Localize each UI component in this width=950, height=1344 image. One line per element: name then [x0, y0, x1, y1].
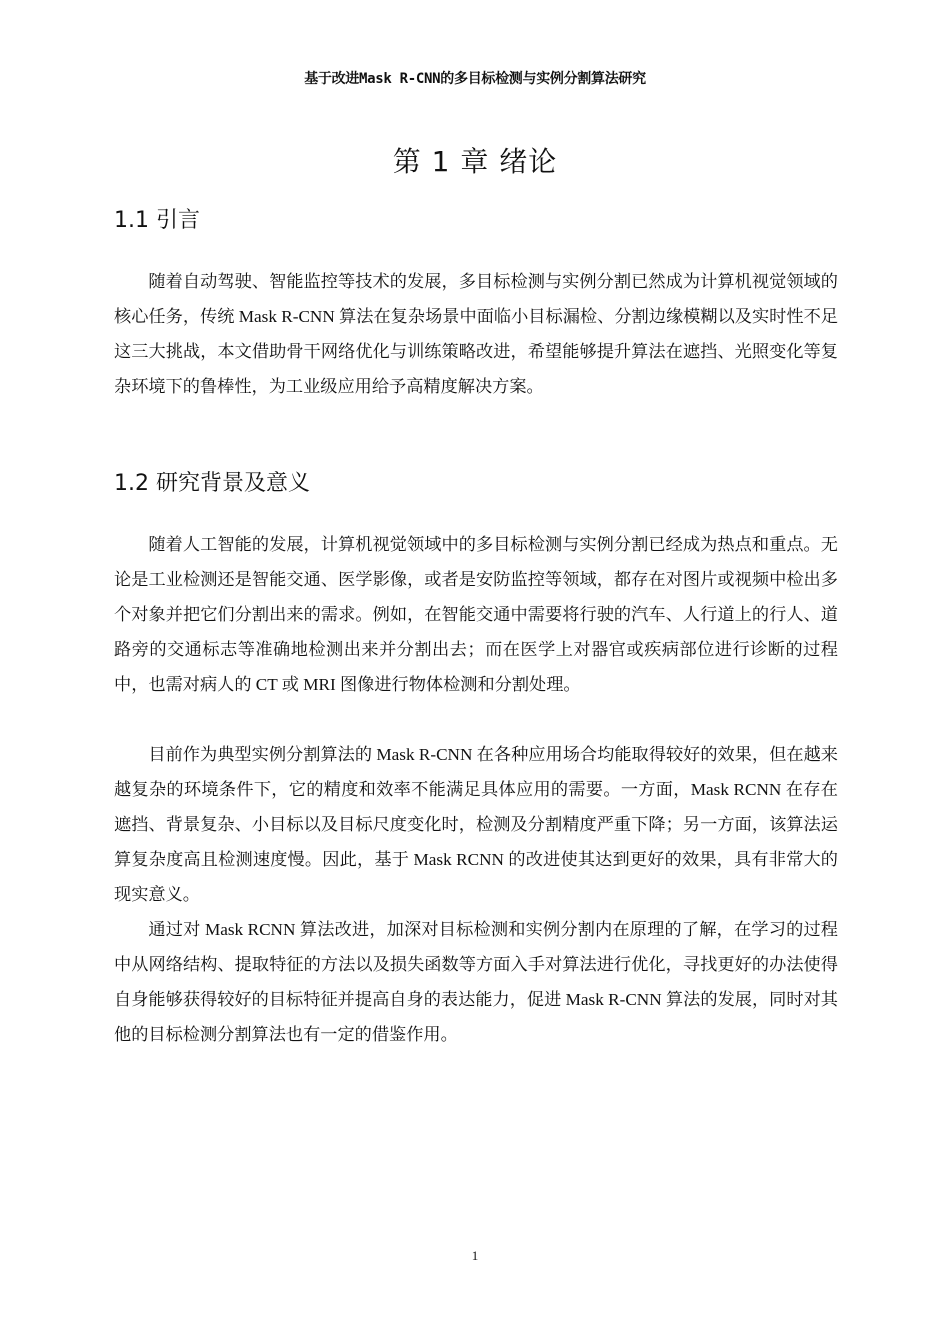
- running-header: 基于改进Mask R-CNN的多目标检测与实例分割算法研究: [304, 71, 646, 87]
- section-heading-1-1: 1.1 引言: [114, 208, 200, 233]
- paragraph-background-1: 随着人工智能的发展，计算机视觉领域中的多目标检测与实例分割已经成为热点和重点。无论是工业检测还是智能交通、医学影像，或者是安防监控等领域，都存在对图片或视频中检出多个对象并把它们分割出来的需求。例如，在智能交通中需要将行驶的汽车、人行道上的行人、道路旁的交通标志等准确地检测出来并分割出去；而在医学上对器官或疾病部位进行诊断的过程中，也需对病人的 CT 或 MRI 图像进行物体检测和分割处理。: [114, 535, 838, 694]
- paragraph-intro: 随着自动驾驶、智能监控等技术的发展，多目标检测与实例分割已然成为计算机视觉领域的核心任务，传统 Mask R-CNN 算法在复杂场景中面临小目标漏检、分割边缘模糊以及实时性不足这三大挑战，本文借助骨干网络优化与训练策略改进，希望能够提升算法在遮挡、光照变化等复杂环境下的鲁棒性，为工业级应用给予高精度解决方案。: [114, 272, 838, 396]
- paragraph-background-3: 通过对 Mask RCNN 算法改进，加深对目标检测和实例分割内在原理的了解，在学习的过程中从网络结构、提取特征的方法以及损失函数等方面入手对算法进行优化，寻找更好的办法使得自身能够获得较好的目标特征并提高自身的表达能力，促进 Mask R-CNN 算法的发展，同时对其他的目标检测分割算法也有一定的借鉴作用。: [114, 920, 838, 1044]
- paragraph-background-2: 目前作为典型实例分割算法的 Mask R-CNN 在各种应用场合均能取得较好的效果，但在越来越复杂的环境条件下，它的精度和效率不能满足具体应用的需要。一方面，Mask RCNN 在存在遮挡、背景复杂、小目标以及目标尺度变化时，检测及分割精度严重下降；另一方面，该算法运算复杂度高且检测速度慢。因此，基于 Mask RCNN 的改进使其达到更好的效果，具有非常大的现实意义。: [114, 745, 838, 904]
- page-number: 1: [471, 1248, 479, 1263]
- chapter-title: 第 1 章 绪论: [392, 145, 558, 178]
- section-heading-1-2: 1.2 研究背景及意义: [114, 471, 310, 496]
